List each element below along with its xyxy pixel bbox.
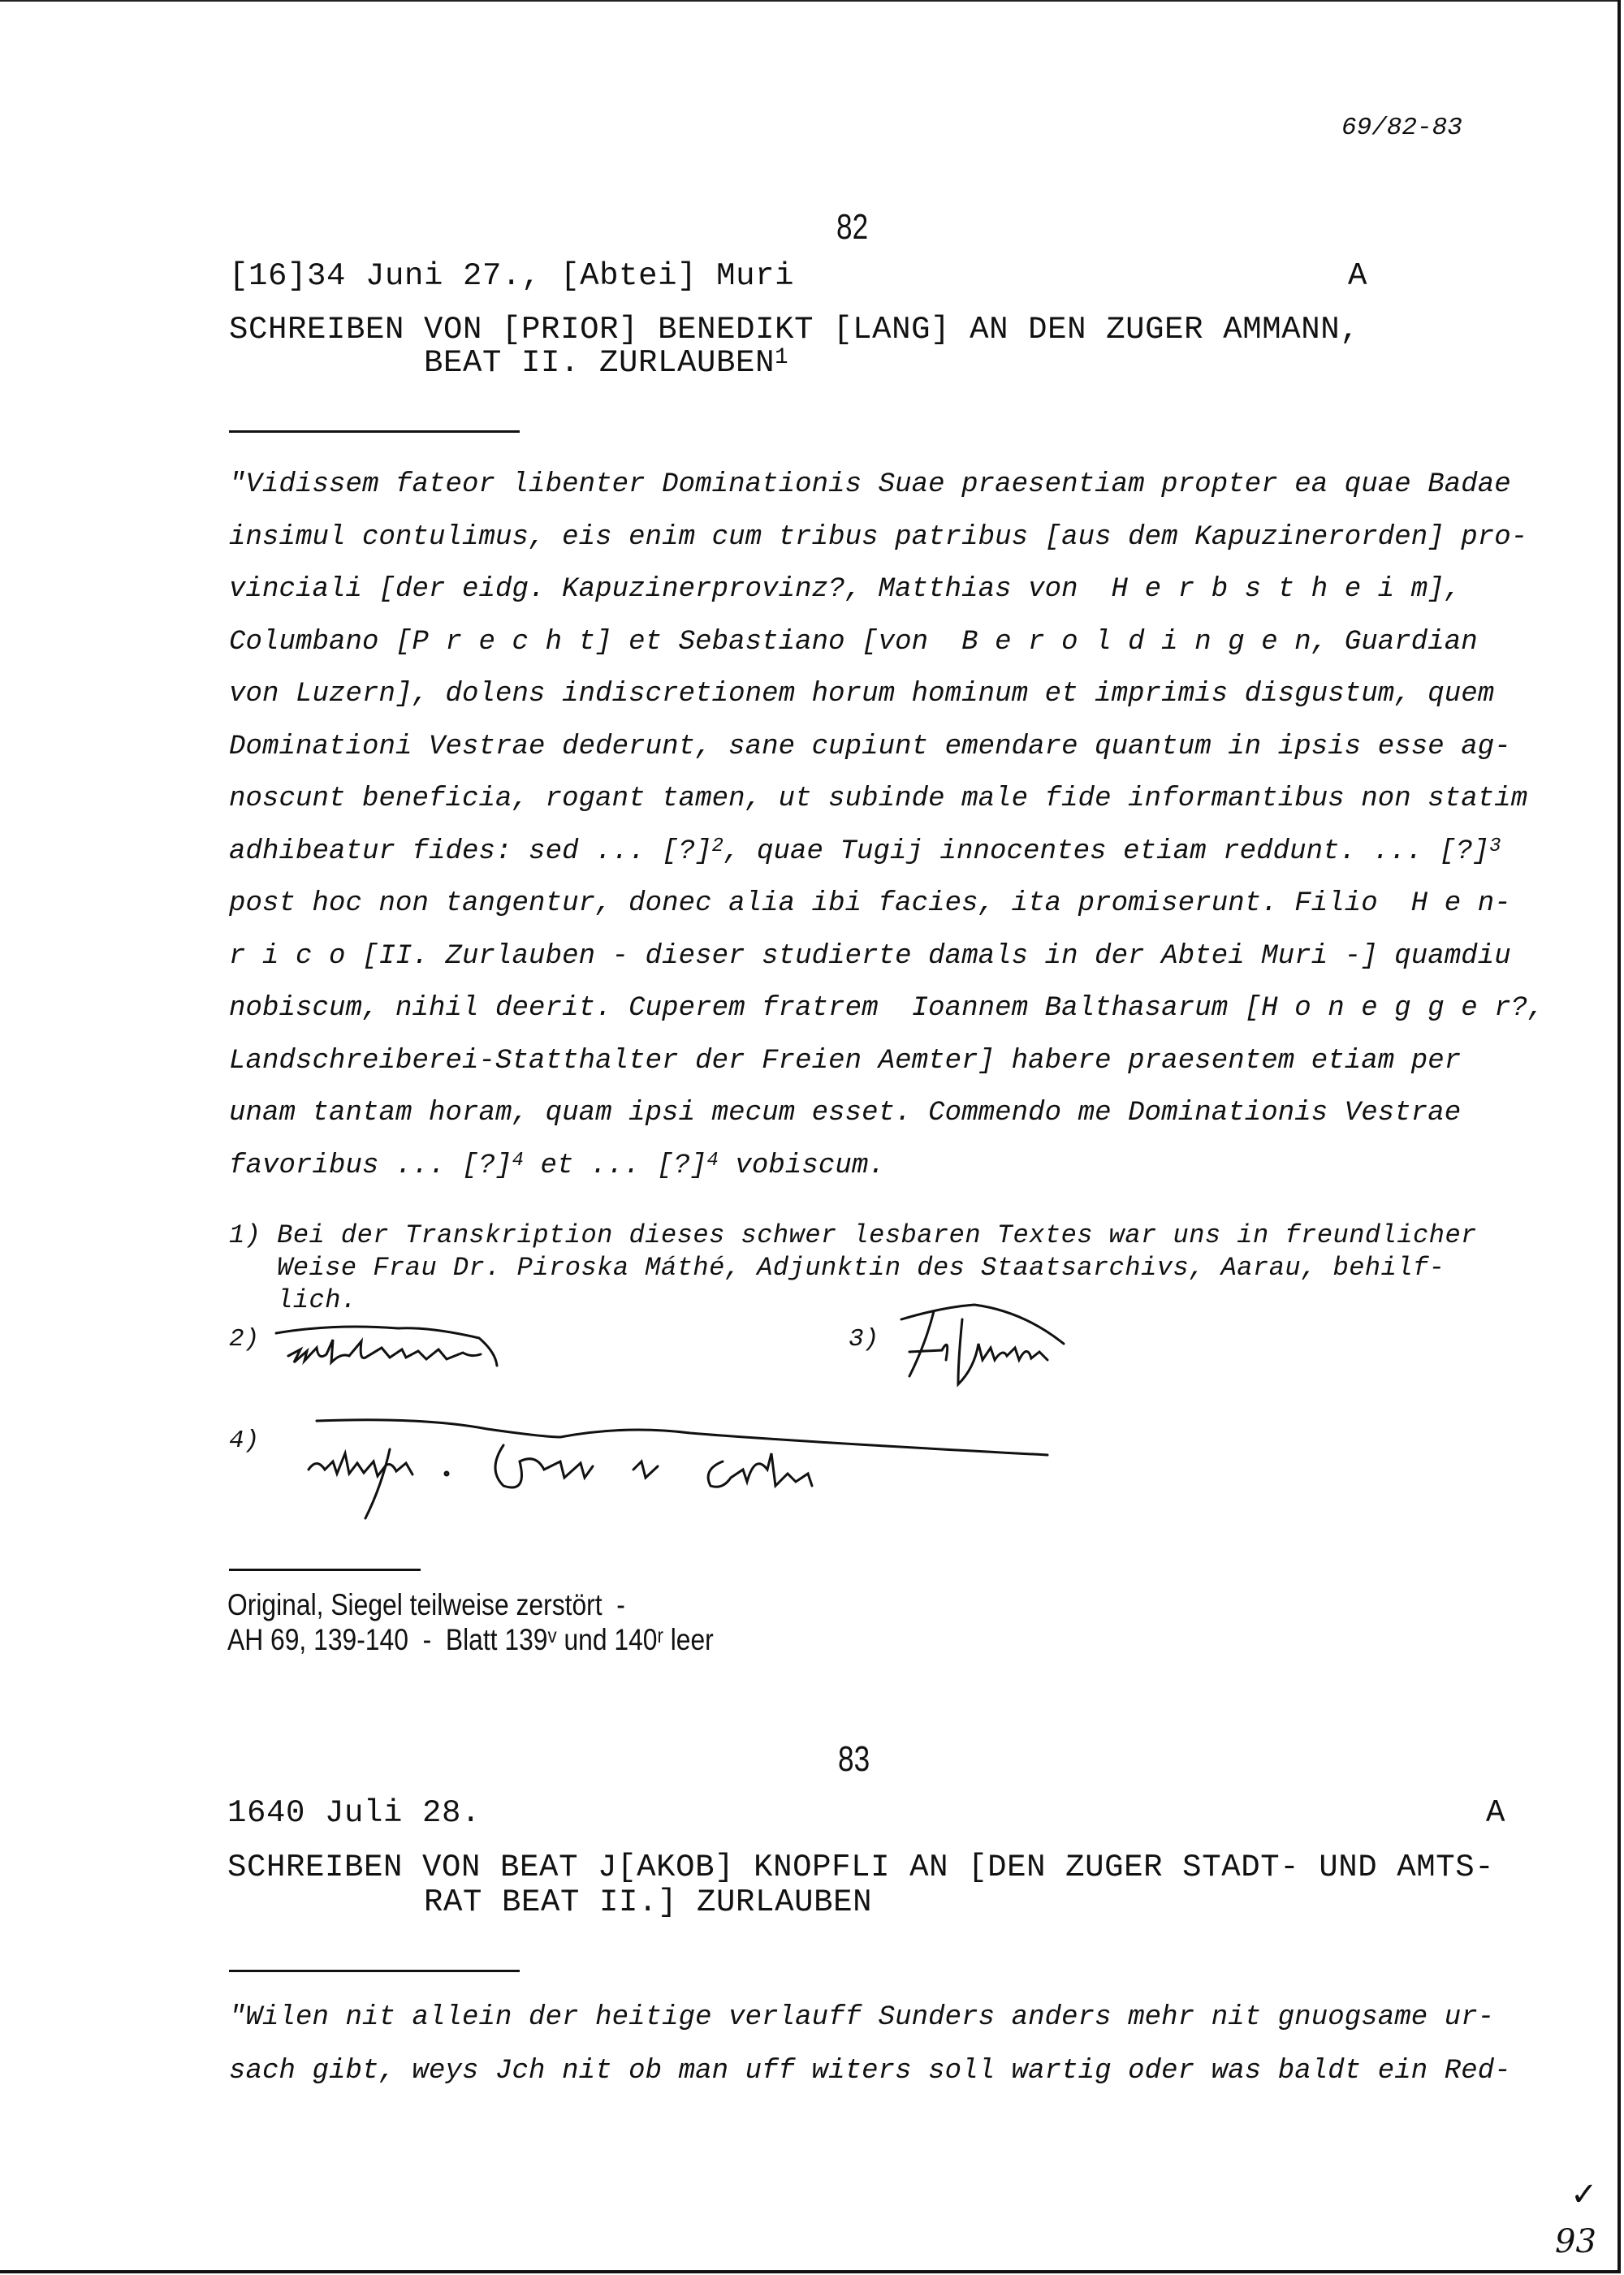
text-segment: Dominationi Vestrae dederunt, sane cupiunt emendare quantum in ipsis esse ag- [229, 731, 1511, 762]
text-segment: vobiscum. [718, 1150, 885, 1181]
text-segment: von Luzern], dolens indiscretionem horum hominum et imprimis disgustum, quem [229, 679, 1495, 710]
footnote-line: lich. [229, 1285, 357, 1315]
text-segment: AH 69, 139-140 - Blatt 139 [227, 1623, 548, 1656]
letter-date-place: 1640 Juli 28. [227, 1795, 482, 1831]
handwriting-facsimile-3 [893, 1303, 1153, 1401]
page-border-right [1618, 0, 1621, 2272]
letter-date-place: [16]34 Juni 27., [Abtei] Muri [229, 258, 795, 294]
facsimile-label: 2) [229, 1325, 260, 1353]
body-line [229, 836, 1501, 867]
body-line [229, 679, 1494, 710]
body-line [229, 1150, 885, 1181]
letter-title-line: SCHREIBEN VON [PRIOR] BENEDIKT [LANG] AN DEN ZUGER AMMANN, [229, 312, 1360, 348]
text-segment: adhibeatur fides: sed ... [?] [229, 835, 712, 867]
body-line [229, 784, 1527, 814]
body-line [229, 469, 1511, 500]
footnote-marker: 4 [706, 1150, 719, 1172]
check-mark: ✓ [1570, 2176, 1598, 2213]
text-segment: insimul contulimus, eis enim cum tribus patribus [aus dem Kapuzinerorden] pro- [229, 521, 1528, 553]
letter-type-marker: A [1486, 1795, 1506, 1831]
letter-title-line: SCHREIBEN VON BEAT J[AKOB] KNOPFLI AN [DEN ZUGER STADT- UND AMTS- [227, 1850, 1495, 1885]
archive-reference: 69/82-83 [1341, 114, 1462, 142]
footnote-marker: 4 [512, 1150, 524, 1172]
body-line [229, 941, 1511, 972]
source-line [227, 1623, 714, 1657]
text-segment: "Vidissem fateor libenter Dominationis Suae praesentiam propter ea quae Badae [229, 469, 1511, 500]
text-segment: Landschreiberei-Statthalter der Freien Aemter] habere praesentem etiam per [229, 1045, 1462, 1077]
body-line [229, 522, 1527, 553]
text-segment: r i c o [II. Zurlauben - dieser studierte damals in der Abtei Muri -] quamdiu [229, 940, 1511, 972]
body-line [229, 2056, 1511, 2087]
footnote-line: 1) Bei der Transkription dieses schwer lesbaren Textes war uns in freundlicher [229, 1220, 1477, 1250]
handwriting-facsimile-2 [268, 1315, 512, 1388]
body-line [229, 627, 1478, 658]
text-segment: noscunt beneficia, rogant tamen, ut subinde male fide informantibus non statim [229, 784, 1528, 814]
facsimile-label: 4) [229, 1427, 260, 1455]
body-line [229, 888, 1511, 919]
footnote-marker: v [547, 1624, 557, 1647]
footnote-marker: 2 [711, 835, 723, 858]
body-line [229, 574, 1461, 605]
facsimile-label: 3) [849, 1325, 879, 1353]
letter-title-line [424, 345, 788, 381]
text-segment: unam tantam horam, quam ipsi mecum esset. Commendo me Dominationis Vestrae [229, 1098, 1462, 1129]
letter-number: 82 [836, 207, 869, 247]
text-segment: vinciali [der eidg. Kapuzinerprovinz?, Matthias von H e r b s t h e i m], [229, 574, 1462, 605]
text-segment: leer [663, 1623, 714, 1656]
body-line [229, 993, 1544, 1024]
source-line [227, 1588, 625, 1622]
text-segment: Original, Siegel teilweise zerstört - [227, 1588, 625, 1621]
text-segment: Columbano [P r e c h t] et Sebastiano [von B e r o l d i n g e n, Guardian [229, 626, 1478, 658]
letter-type-marker: A [1348, 258, 1368, 294]
text-segment: "Wilen nit allein der heitige verlauff Sunders anders mehr nit gnuogsame ur- [229, 2002, 1495, 2033]
text-segment: und 140 [556, 1623, 658, 1656]
text-segment: favoribus ... [?] [229, 1150, 512, 1181]
letter-number: 83 [838, 1739, 870, 1779]
section-rule [229, 430, 520, 433]
body-line [229, 2002, 1494, 2033]
text-segment: sach gibt, weys Jch nit ob man uff witers soll wartig oder was baldt ein Red- [229, 2056, 1511, 2087]
section-rule [229, 1970, 520, 1972]
text-segment: nobiscum, nihil deerit. Cuperem fratrem Ioannem Balthasarum [H o n e g g e r?, [229, 993, 1544, 1024]
body-line [229, 732, 1511, 762]
text-segment: post hoc non tangentur, donec alia ibi facies, ita promiserunt. Filio H e n- [229, 888, 1511, 919]
text-segment: et ... [?] [523, 1150, 707, 1181]
letter-title-line: RAT BEAT II.] ZURLAUBEN [424, 1884, 873, 1920]
body-line [229, 1046, 1461, 1077]
footnote-marker: 1 [775, 345, 789, 371]
handwriting-facsimile-4 [300, 1405, 1064, 1535]
section-rule [229, 1569, 421, 1571]
handwritten-page-number: 93 [1555, 2223, 1596, 2260]
body-line [229, 1098, 1461, 1129]
page-border-bottom [0, 2270, 1621, 2273]
text-segment: , quae Tugij innocentes etiam reddunt. ... [?] [723, 835, 1490, 867]
footnote-line: Weise Frau Dr. Piroska Máthé, Adjunktin des Staatsarchivs, Aarau, behilf- [229, 1253, 1445, 1283]
letter-title-text: BEAT II. ZURLAUBEN [424, 345, 775, 381]
footnote-marker: 3 [1489, 835, 1501, 858]
footnote-marker: r [657, 1624, 663, 1647]
page-border-top [0, 0, 1621, 2]
